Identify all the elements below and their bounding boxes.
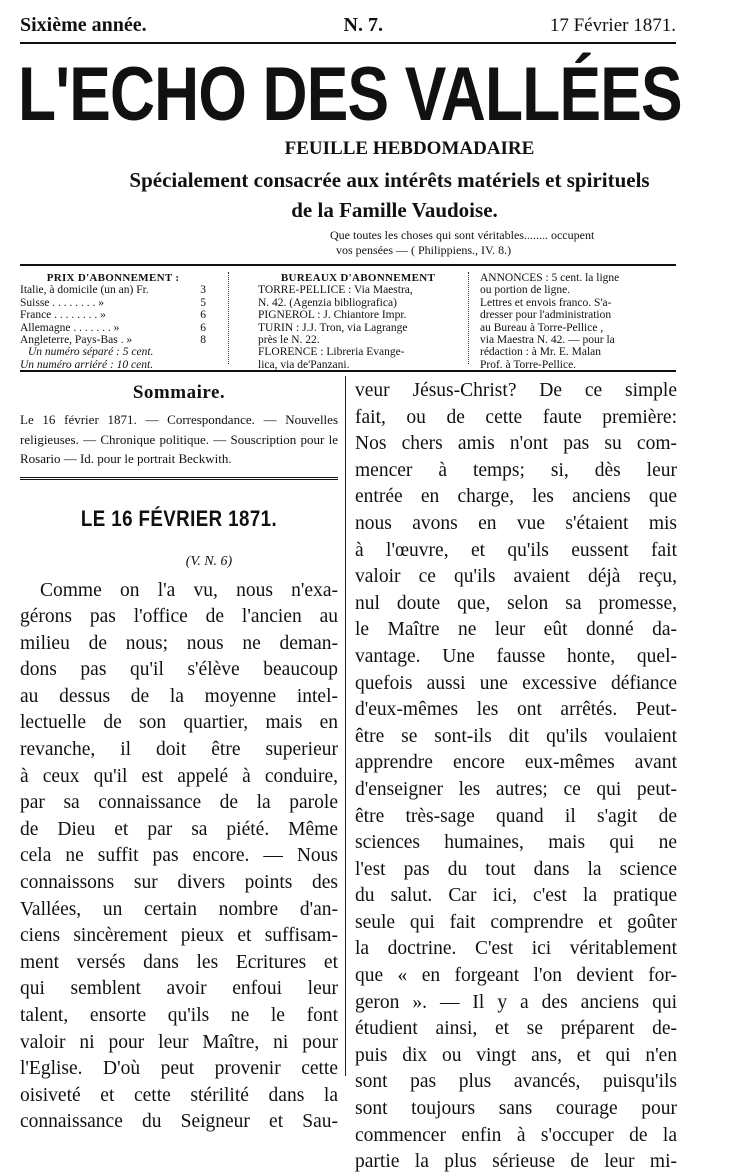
price-label: France . . . . . . . . »	[20, 309, 106, 322]
text-line: au dessus de la moyenne intel-	[20, 685, 338, 707]
announcements	[480, 272, 680, 371]
price-value: 8	[200, 334, 206, 347]
text-line: mencer à temps; si, dès leur	[355, 459, 677, 481]
single-issue-price: Un numéro séparé : 5 cent.	[28, 346, 154, 359]
article-body-left	[20, 578, 338, 1136]
office-line: TURIN : J.J. Tron, via Lagrange	[258, 321, 408, 334]
sommaire-text: Le 16 février 1871. — Correspondance. — Nouvelles religieuses. — Chronique politique. — Souscription pour le Rosario — Id. pour le portrait Beckwith.	[20, 412, 338, 466]
text-line: à ceux qu'il est appelé à conduire,	[20, 765, 338, 787]
epigraph-line-2: vos pensées — ( Philippiens., IV. 8.)	[336, 243, 512, 257]
text-line: nous avons en vue s'étaient mis	[355, 512, 677, 534]
office-line: N. 42. (Agenzia bibliografica)	[258, 296, 397, 309]
masthead-text: L'ECHO DES VALLÉES	[18, 52, 682, 137]
text-line: le Maître ne leur eût donné da-	[355, 619, 677, 641]
section-rule	[20, 370, 676, 372]
text-line: ment versés dans les Ecritures et	[20, 951, 338, 973]
column-right	[355, 378, 677, 1176]
text-line: fait, ou de cette faute première:	[355, 406, 677, 428]
text-line: talent, ensorte qu'ils ne le font	[20, 1005, 338, 1026]
issue-date: 17 Février 1871.	[549, 15, 676, 36]
announcement-line: au Bureau à Torre-Pellice ,	[480, 321, 604, 334]
text-line: ciens sincèrement pieux et suffisam-	[20, 925, 338, 947]
price-row	[20, 322, 206, 334]
announcement-lines	[480, 272, 680, 371]
price-label: Angleterre, Pays-Bas . »	[20, 334, 133, 347]
office-line: lica, via de'Panzani.	[258, 358, 350, 371]
text-line: quefois aussi une excessive défiance	[355, 672, 677, 694]
text-line: gérons pas l'office de l'ancien au	[20, 606, 338, 628]
text-line: milieu de nous; nous ne deman-	[20, 632, 338, 654]
text-line: entrée en charge, les anciens que	[355, 486, 677, 508]
announcement-line: Lettres et envois franco. S'a-	[480, 296, 612, 309]
text-line: l'est pas du tout dans la science	[355, 858, 677, 880]
price-label: Allemagne . . . . . . . »	[20, 321, 120, 334]
subscription-title: PRIX D'ABONNEMENT :	[46, 272, 180, 284]
subscription-rows	[20, 284, 206, 346]
text-line: veur Jésus-Christ? De ce simple	[355, 380, 677, 401]
sommaire-title: Sommaire.	[132, 382, 226, 403]
price-label: Italie, à domicile (un an) Fr.	[20, 284, 149, 297]
text-line: sont toujours sans courage pour	[355, 1098, 677, 1120]
text-line: sont pas plus avancés, puisqu'ils	[355, 1071, 677, 1093]
text-line: Comme on l'a vu, nous n'exa-	[40, 579, 338, 601]
office-lines	[258, 284, 458, 371]
price-value: 6	[200, 321, 206, 334]
text-line: puis dix ou vingt ans, et qui n'en	[355, 1044, 677, 1066]
text-line: apprendre encore eux-mêmes avant	[355, 752, 677, 774]
article-reference: (V. N. 6)	[185, 553, 233, 569]
text-line: sciences humaines, mais qui ne	[355, 832, 677, 854]
subscription-prices	[20, 272, 206, 371]
price-row	[20, 297, 206, 309]
text-line: valoir ni pour leur Maître, ni pour	[20, 1031, 338, 1053]
announcement-line: ou portion de ligne.	[480, 284, 571, 297]
text-line: partie la plus sérieuse de leur mi-	[355, 1151, 677, 1173]
epigraph-line-1: Que toutes les choses qui sont véritables........ occupent	[330, 228, 595, 242]
text-line: être très-sage quand il s'agit de	[355, 805, 677, 827]
article-body-right	[355, 378, 677, 1176]
price-label: Suisse . . . . . . . . »	[20, 296, 105, 309]
column-left	[20, 378, 338, 1136]
subtitle-purpose: Spécialement consacrée aux intérêts matériels et spirituels	[129, 168, 650, 192]
price-row	[20, 334, 206, 346]
text-line: commencer enfin à s'occuper de la	[355, 1124, 677, 1146]
subscription-offices	[258, 272, 458, 371]
text-line: valoir ce qu'ils avaient déjà reçu,	[355, 566, 677, 588]
office-line: PIGNEROL : J. Chiantore Impr.	[258, 309, 407, 322]
sommaire-rule	[20, 477, 338, 480]
announcement-line: rédaction : à Mr. E. Malan	[480, 346, 602, 359]
text-line: geron ». — Il y a des anciens qui	[355, 991, 677, 1013]
announcement-line: Prof. à Torre-Pellice.	[480, 358, 577, 371]
issue-number: N. 7.	[343, 14, 383, 36]
text-line: connaissance du Seigneur et Sau-	[20, 1111, 338, 1133]
text-line: la doctrine. C'est ici véritablement	[355, 938, 677, 960]
text-line: Nos chers amis n'ont pas su com-	[355, 433, 677, 455]
price-value: 3	[200, 284, 206, 297]
office-line: TORRE-PELLICE : Via Maestra,	[258, 284, 413, 297]
text-line: revanche, il doit être superieur	[20, 739, 338, 761]
article-title: LE 16 FÉVRIER 1871.	[80, 505, 278, 531]
masthead-title	[18, 50, 682, 140]
text-line: être se sont-ils dit qu'ils voulaient	[355, 725, 677, 747]
text-line: par sa connaissance de la parole	[20, 792, 338, 814]
text-line: dons pas qu'il s'élève beaucoup	[20, 659, 338, 681]
column-rule	[345, 376, 346, 1076]
back-issue-price: Un numéro arriéré : 10 cent.	[20, 358, 154, 371]
text-line: cela ne suffit pas encore. — Nous	[20, 845, 338, 867]
text-line: Vallées, un certain nombre d'an-	[20, 898, 338, 920]
column-divider	[468, 272, 469, 364]
office-line: près le N. 22.	[258, 334, 320, 347]
price-value: 5	[200, 296, 206, 309]
announcement-line: dresser pour l'administration	[480, 309, 612, 322]
text-line: vantage. Une fausse honte, quel-	[355, 645, 677, 667]
issue-year: Sixième année.	[20, 14, 147, 36]
dateline	[20, 14, 676, 44]
text-line: d'eux-mêmes les ont arrêtés. Peut-	[355, 699, 677, 721]
header-rule	[20, 264, 676, 266]
text-line: d'enseigner les autres; ce qui peut-	[355, 778, 677, 800]
text-line: à l'œuvre, et qu'ils eussent fait	[355, 539, 677, 561]
text-line: connaissons sur divers points des	[20, 872, 338, 894]
text-line: oisiveté et cette stérilité dans la	[20, 1084, 338, 1106]
text-line: de Dieu et par sa piété. Même	[20, 818, 338, 840]
text-line: du salut. Car ici, c'est la pratique	[355, 885, 677, 907]
price-value: 6	[200, 309, 206, 322]
text-line: l'Eglise. D'où peut provenir cette	[20, 1058, 338, 1080]
text-line: seule qui fait comprendre et goûter	[355, 911, 677, 933]
subtitle-family: de la Famille Vaudoise.	[291, 198, 498, 222]
price-row	[20, 309, 206, 321]
office-line: FLORENCE : Libreria Evange-	[258, 346, 405, 359]
announcement-line: via Maestra N. 42. — pour la	[480, 334, 615, 347]
text-line: que « en forgeant l'on devient for-	[355, 965, 677, 987]
text-line: nul doute que, selon sa promesse,	[355, 592, 677, 614]
price-row	[20, 284, 206, 296]
text-line: étudient ainsi, et se préparent de-	[355, 1018, 677, 1040]
announcement-line: ANNONCES : 5 cent. la ligne	[480, 272, 620, 284]
column-divider	[228, 272, 229, 364]
text-line: lectuelle de son quartier, mais en	[20, 712, 338, 734]
text-line: qui semblent avoir enfoui leur	[20, 978, 338, 1000]
epigraph	[330, 228, 690, 258]
subtitle-weekly: FEUILLE HEBDOMADAIRE	[284, 138, 535, 159]
offices-title: BUREAUX D'ABONNEMENT	[280, 272, 436, 284]
